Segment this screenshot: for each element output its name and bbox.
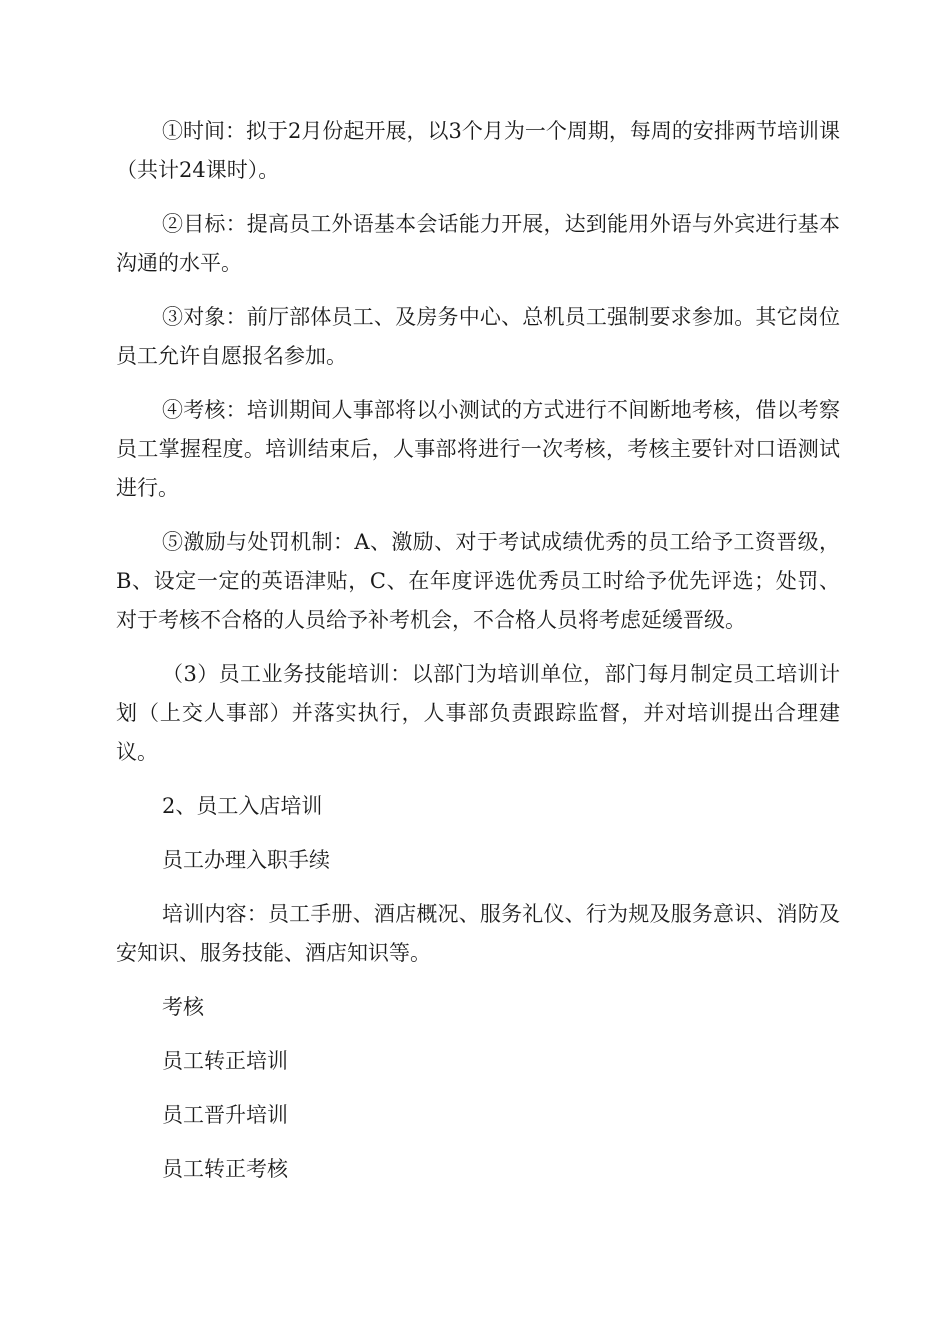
paragraph-promotion-training: 员工晋升培训: [162, 1103, 288, 1127]
paragraph-regularization-assessment: 员工转正考核: [162, 1157, 288, 1181]
paragraph-regularization-training: 员工转正培训: [162, 1049, 288, 1073]
document-body: [116, 112, 840, 1204]
paragraph-assessment-item: 考核: [162, 995, 204, 1019]
paragraph-target-audience: ③对象：前厅部体员工、及房务中心、总机员工强制要求参加。其它岗位员工允许自愿报名参加。: [116, 305, 840, 368]
paragraph-onboarding-procedure: 员工办理入职手续: [162, 848, 330, 872]
paragraph-skills-training: （3）员工业务技能培训：以部门为培训单位，部门每月制定员工培训计划（上交人事部）并落实执行，人事部负责跟踪监督，并对培训提出合理建议。: [116, 662, 840, 764]
paragraph-time: ①时间：拟于2月份起开展，以3个月为一个周期，每周的安排两节培训课（共计24课时）。: [116, 119, 840, 182]
paragraph-incentive-penalty: ⑤激励与处罚机制：A、激励、对于考试成绩优秀的员工给予工资晋级，B、设定一定的英语津贴，C、在年度评选优秀员工时给予优先评选；处罚、对于考核不合格的人员给予补考机会，不合格人员将考虑延缓晋级。: [116, 530, 840, 632]
heading-onboarding-training: 2、员工入店培训: [162, 794, 323, 818]
paragraph-goal: ②目标：提高员工外语基本会话能力开展，达到能用外语与外宾进行基本沟通的水平。: [116, 212, 840, 275]
paragraph-assessment: ④考核：培训期间人事部将以小测试的方式进行不间断地考核，借以考察员工掌握程度。培训结束后，人事部将进行一次考核，考核主要针对口语测试进行。: [116, 398, 840, 500]
paragraph-training-content: 培训内容：员工手册、酒店概况、服务礼仪、行为规及服务意识、消防及安知识、服务技能、酒店知识等。: [116, 902, 840, 965]
